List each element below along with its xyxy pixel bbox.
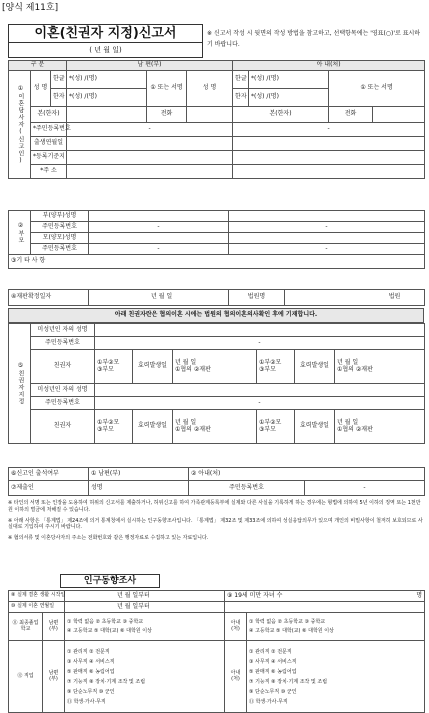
court-name-field[interactable]: 법원: [285, 290, 425, 306]
wife-name-label: 성 명: [187, 71, 233, 107]
husband-mother-field[interactable]: [89, 233, 229, 244]
custody-banner: 아래 친권자란은 협의이혼 시에는 법원의 협의이혼의사확인 후에 기재합니다.: [9, 309, 424, 323]
edu-husband-options[interactable]: ① 학력 없음 ② 초등학교 ③ 중학교 ④ 고등학교 ⑤ 대학(교) ⑥ 대학원 이상: [65, 613, 225, 641]
husband-bon-field[interactable]: [67, 107, 147, 123]
husband-phone-label: 전화: [147, 107, 187, 123]
husband-birth-field[interactable]: [67, 137, 233, 151]
effective-date-2[interactable]: 년 월 일 ①협의 ②재판: [173, 410, 257, 444]
husband-phone-field[interactable]: [187, 107, 233, 123]
survey-q1-label: ⑧ 실제 결혼 생활 시작일: [9, 591, 65, 602]
wife-mother-field[interactable]: [229, 233, 425, 244]
court-date-label: ④재판확정일자: [9, 290, 89, 306]
effective-date-1[interactable]: 년 월 일 ①협의 ②재판: [173, 350, 257, 384]
husband-rrn-field[interactable]: -: [67, 123, 233, 137]
wife-phone-label: 전화: [329, 107, 373, 123]
title-box: [8, 24, 203, 58]
minor-name-field-1[interactable]: [95, 324, 425, 337]
birth-label: 출생연월일: [31, 137, 67, 151]
header-wife: 아 내(처): [233, 61, 425, 71]
edu-wife-label: 아내(처): [225, 613, 247, 641]
reporter-section: [8, 467, 424, 496]
mother-label: 모(양모)성명: [31, 233, 89, 244]
submitter-rrn-field[interactable]: -: [305, 481, 425, 496]
minor-rrn-field-1[interactable]: -: [95, 337, 425, 350]
instruction-text: ※ 신고서 작성 시 뒷면의 작성 방법을 참고하고, 선택항목에는 '영표(○)'로 표시하기 바랍니다.: [207, 30, 421, 48]
court-name-label: 법원명: [229, 290, 285, 306]
custody-option-1b[interactable]: ①부②모 ③부모: [257, 350, 295, 384]
survey-q3-blank: [225, 602, 425, 613]
court-date-field[interactable]: 년 월 일: [89, 290, 229, 306]
parents-section: [8, 210, 424, 269]
job-label: ⑫ 직업: [9, 641, 43, 713]
registry-label: *등록기준지: [31, 151, 67, 165]
submitter-rrn-label: 주민등록번호: [189, 481, 305, 496]
job-husband-options[interactable]: ① 관리직 ② 전문직 ③ 사무직 ④ 서비스직 ⑤ 판매직 ⑥ 농림어업 ⑦ 기능직 ⑧ 장치·기계 조작 및 조립 ⑨ 단순노무직 ⑩ 군인 ⑪ 학생·가사·무직: [65, 641, 225, 713]
bon-label: 본(한자): [31, 107, 67, 123]
rrn-label: *주민등록번호: [31, 123, 67, 137]
wife-father-rrn[interactable]: -: [229, 222, 425, 233]
effective-date-label-2b: 효력발생일: [295, 410, 335, 444]
party-section: [8, 60, 424, 179]
wife-rrn-field[interactable]: -: [233, 123, 425, 137]
edu-label: ⑪ 최종졸업학교: [9, 613, 43, 641]
husband-hanja-field[interactable]: *(성) /(명): [67, 89, 147, 107]
job-husband-label: 남편(부): [43, 641, 65, 713]
husband-father-rrn[interactable]: -: [89, 222, 229, 233]
parents-side-label: ②부모: [9, 211, 31, 255]
form-title: 이혼(친권자 지정)신고서: [9, 25, 202, 43]
note-2: ※ 아래 사항은 「통계법」 제24조에 의거 통계청에서 실시하는 인구동향조사입니다. 「통계법」 제32조 및 제33조에 의하여 성실응답의무가 있으며 개인의 비밀사항이 철저히 보호되므로 사실대로 기입하여 주시기 바랍니다.: [8, 517, 423, 531]
wife-mother-rrn[interactable]: -: [229, 244, 425, 255]
date-line: ( 년 월 일): [89, 46, 122, 54]
husband-address-field[interactable]: [67, 165, 233, 179]
wife-hanja-field[interactable]: *(성) /(명): [249, 89, 329, 107]
court-date-row: [8, 289, 424, 306]
reporter-attendance-label: ⑥신고인 출석여부: [9, 468, 89, 481]
mother-rrn-label: 주민등록번호: [31, 244, 89, 255]
custody-parent-label-2: 친권자: [31, 410, 95, 444]
survey-section: [8, 590, 424, 713]
husband-father-field[interactable]: [89, 211, 229, 222]
survey-q3-field[interactable]: 년 월 일부터: [65, 602, 225, 613]
party-side-label: ①이혼당사자(신고인): [9, 71, 31, 179]
minor-rrn-label-2: 주민등록번호: [31, 397, 95, 410]
effective-date-label-1b: 효력발생일: [295, 350, 335, 384]
wife-sign[interactable]: ① 또는 서명: [329, 71, 425, 107]
header-husband: 남 편(부): [67, 61, 233, 71]
wife-father-field[interactable]: [229, 211, 425, 222]
survey-q2[interactable]: ⑨ 19세 미만 자녀 수 명: [225, 591, 425, 602]
submitter-label: ⑦제출인: [9, 481, 89, 496]
job-wife-options[interactable]: ① 관리직 ② 전문직 ③ 사무직 ④ 서비스직 ⑤ 판매직 ⑥ 농림어업 ⑦ 기능직 ⑧ 장치·기계 조작 및 조립 ⑨ 단순노무직 ⑩ 군인 ⑪ 학생·가사·무직: [247, 641, 425, 713]
minor-rrn-field-2[interactable]: -: [95, 397, 425, 410]
custody-parent-label-1: 친권자: [31, 350, 95, 384]
survey-q1-field[interactable]: 년 월 일부터: [65, 591, 225, 602]
other-matters[interactable]: ③기 타 사 항: [9, 255, 425, 269]
husband-sign[interactable]: ① 또는 서명: [147, 71, 187, 107]
wife-registry-field[interactable]: [233, 151, 425, 165]
reporter-option-wife[interactable]: ② 아내(처): [189, 468, 425, 481]
custody-option-2b[interactable]: ①부②모 ③부모: [257, 410, 295, 444]
custody-option-1a[interactable]: ①부②모 ③부모: [95, 350, 133, 384]
effective-date-2b[interactable]: 년 월 일 ①협의 ②재판: [335, 410, 425, 444]
note-1: ※ 타인의 서명 또는 인장을 도용하여 허위의 신고서를 제출하거나, 허위신고를 하여 가족관계등록부에 실제와 다른 사실을 기록하게 하는 경우에는 형법에 의하여 5년 이하의 징역 또는 1천만원 이하의 벌금에 처해질 수 있습니다.: [8, 500, 421, 513]
custody-option-2a[interactable]: ①부②모 ③부모: [95, 410, 133, 444]
name-label: 성 명: [31, 71, 51, 107]
husband-mother-rrn[interactable]: -: [89, 244, 229, 255]
survey-q3-label: ⑩ 실제 이혼 연월일: [9, 602, 65, 613]
wife-hangul-field[interactable]: *(성) /(명): [249, 71, 329, 89]
wife-phone-field[interactable]: [373, 107, 425, 123]
custody-section: [8, 308, 424, 444]
husband-hangul-field[interactable]: *(성) /(명): [67, 71, 147, 89]
address-label: *주 소: [31, 165, 67, 179]
wife-birth-field[interactable]: [233, 137, 425, 151]
header-gubun: 구 분: [9, 61, 67, 71]
minor-name-label-2: 미성년인 자의 성명: [31, 384, 95, 397]
wife-address-field[interactable]: [233, 165, 425, 179]
form-number: [양식 제11호]: [2, 3, 59, 13]
job-wife-label: 아내(처): [225, 641, 247, 713]
effective-date-label-1: 효력발생일: [133, 350, 173, 384]
wife-hanja-label: 한자: [233, 89, 249, 107]
minor-rrn-label-1: 주민등록번호: [31, 337, 95, 350]
note-3: ※ 협의서류 및 이혼당사자의 주소는 전화번호와 같은 행정자료로 수집하고 있는 자료입니다.: [8, 535, 209, 541]
father-label: 부(양부)성명: [31, 211, 89, 222]
father-rrn-label: 주민등록번호: [31, 222, 89, 233]
edu-wife-options[interactable]: ① 학력 없음 ② 초등학교 ③ 중학교 ④ 고등학교 ⑤ 대학(교) ⑥ 대학원 이상: [247, 613, 425, 641]
husband-registry-field[interactable]: [67, 151, 233, 165]
minor-name-field-2[interactable]: [95, 384, 425, 397]
edu-husband-label: 남편(부): [43, 613, 65, 641]
effective-date-1b[interactable]: 년 월 일 ①협의 ②재판: [335, 350, 425, 384]
submitter-name[interactable]: 성명: [89, 481, 189, 496]
minor-name-label-1: 미성년인 자의 성명: [31, 324, 95, 337]
wife-hangul-label: 한글: [233, 71, 249, 89]
effective-date-label-2: 효력발생일: [133, 410, 173, 444]
hanja-label: 한자: [51, 89, 67, 107]
wife-bon-label: 본(한자): [233, 107, 329, 123]
custody-side-label: ⑤친권자지정: [9, 324, 31, 444]
survey-title: 인구동향조사: [60, 574, 160, 588]
notes-block: [8, 500, 424, 542]
reporter-option-husband[interactable]: ① 남편(부): [89, 468, 189, 481]
hangul-label: 한글: [51, 71, 67, 89]
